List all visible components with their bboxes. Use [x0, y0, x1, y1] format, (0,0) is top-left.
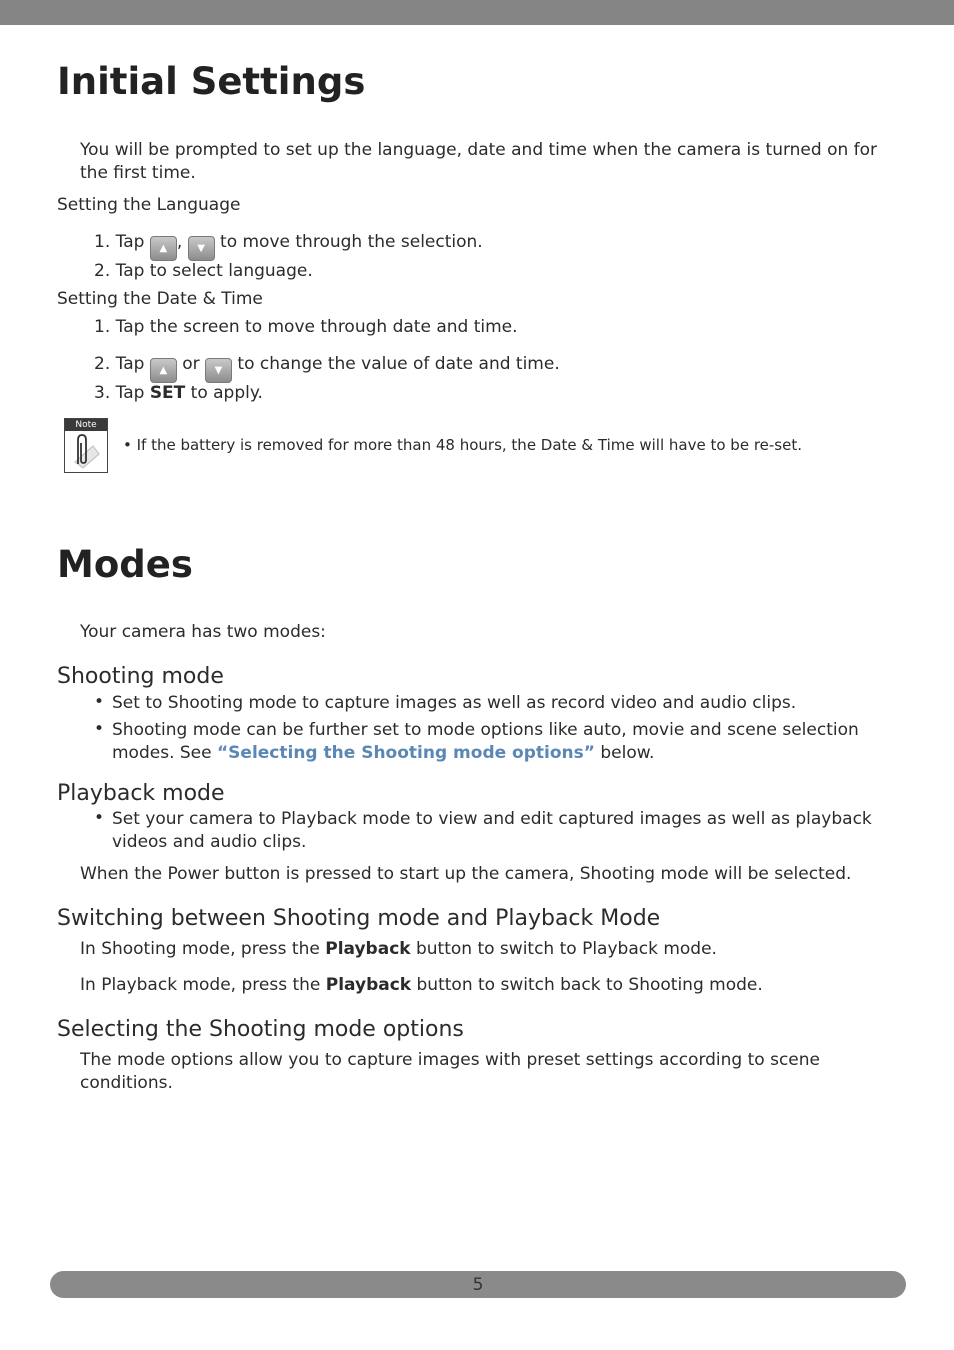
- header-bar: [0, 0, 954, 25]
- shooting-options-link[interactable]: “Selecting the Shooting mode options”: [217, 743, 595, 763]
- switch-line-1: In Shooting mode, press the Playback button to switch to Playback mode.: [80, 939, 717, 959]
- intro-text-line1: You will be prompted to set up the language, date and time when the camera is turned on for: [80, 140, 878, 160]
- initial-settings-title: Initial Settings: [57, 60, 366, 103]
- datetime-step-2: 2. Tap ▲ or ▼ to change the value of date and time.: [94, 353, 560, 383]
- switch-line-2: In Playback mode, press the Playback button to switch back to Shooting mode.: [80, 975, 763, 995]
- datetime-step-3: 3. Tap SET to apply.: [94, 383, 263, 403]
- note-text: • If the battery is removed for more than 48 hours, the Date & Time will have to be re-set.: [123, 436, 802, 454]
- shooting-bullet-2-line2: modes. See “Selecting the Shooting mode options” below.: [112, 743, 655, 763]
- playback-bullet-1-line1: Set your camera to Playback mode to view and edit captured images as well as playback: [112, 809, 872, 829]
- datetime-step-1: 1. Tap the screen to move through date and time.: [94, 317, 518, 337]
- playback-bullet-1-line2: videos and audio clips.: [112, 832, 307, 852]
- shooting-bullet-2-line1: Shooting mode can be further set to mode options like auto, movie and scene selection: [112, 720, 859, 740]
- page-number: 5: [472, 1275, 484, 1295]
- intro-text-line2: the first time.: [80, 163, 196, 183]
- shooting-bullet-1: Set to Shooting mode to capture images as well as record video and audio clips.: [112, 693, 797, 713]
- language-step-2: 2. Tap to select language.: [94, 261, 313, 281]
- modes-intro: Your camera has two modes:: [80, 622, 326, 642]
- bullet-dot: •: [94, 692, 105, 712]
- footer-bar: [50, 1271, 906, 1298]
- bullet-dot: •: [94, 808, 105, 828]
- language-step-1: 1. Tap ▲ , ▼ to move through the selection.: [94, 231, 483, 261]
- shooting-mode-heading: Shooting mode: [57, 664, 224, 689]
- note-label: Note: [65, 419, 107, 431]
- bullet-dot: •: [94, 719, 105, 739]
- switching-heading: Switching between Shooting mode and Playback Mode: [57, 906, 661, 931]
- modes-title: Modes: [57, 543, 193, 586]
- datetime-heading: Setting the Date & Time: [57, 289, 263, 309]
- power-note: When the Power button is pressed to start up the camera, Shooting mode will be selected.: [80, 864, 852, 884]
- selecting-line-2: conditions.: [80, 1073, 173, 1093]
- down-arrow-icon: ▼: [188, 236, 215, 261]
- selecting-line-1: The mode options allow you to capture images with preset settings according to scene: [80, 1050, 820, 1070]
- selecting-heading: Selecting the Shooting mode options: [57, 1017, 464, 1042]
- language-heading: Setting the Language: [57, 195, 241, 215]
- down-arrow-icon: ▼: [205, 358, 232, 383]
- note-box: [64, 418, 108, 473]
- paperclip-icon: [65, 432, 107, 472]
- up-arrow-icon: ▲: [150, 236, 177, 261]
- playback-mode-heading: Playback mode: [57, 781, 225, 806]
- up-arrow-icon: ▲: [150, 358, 177, 383]
